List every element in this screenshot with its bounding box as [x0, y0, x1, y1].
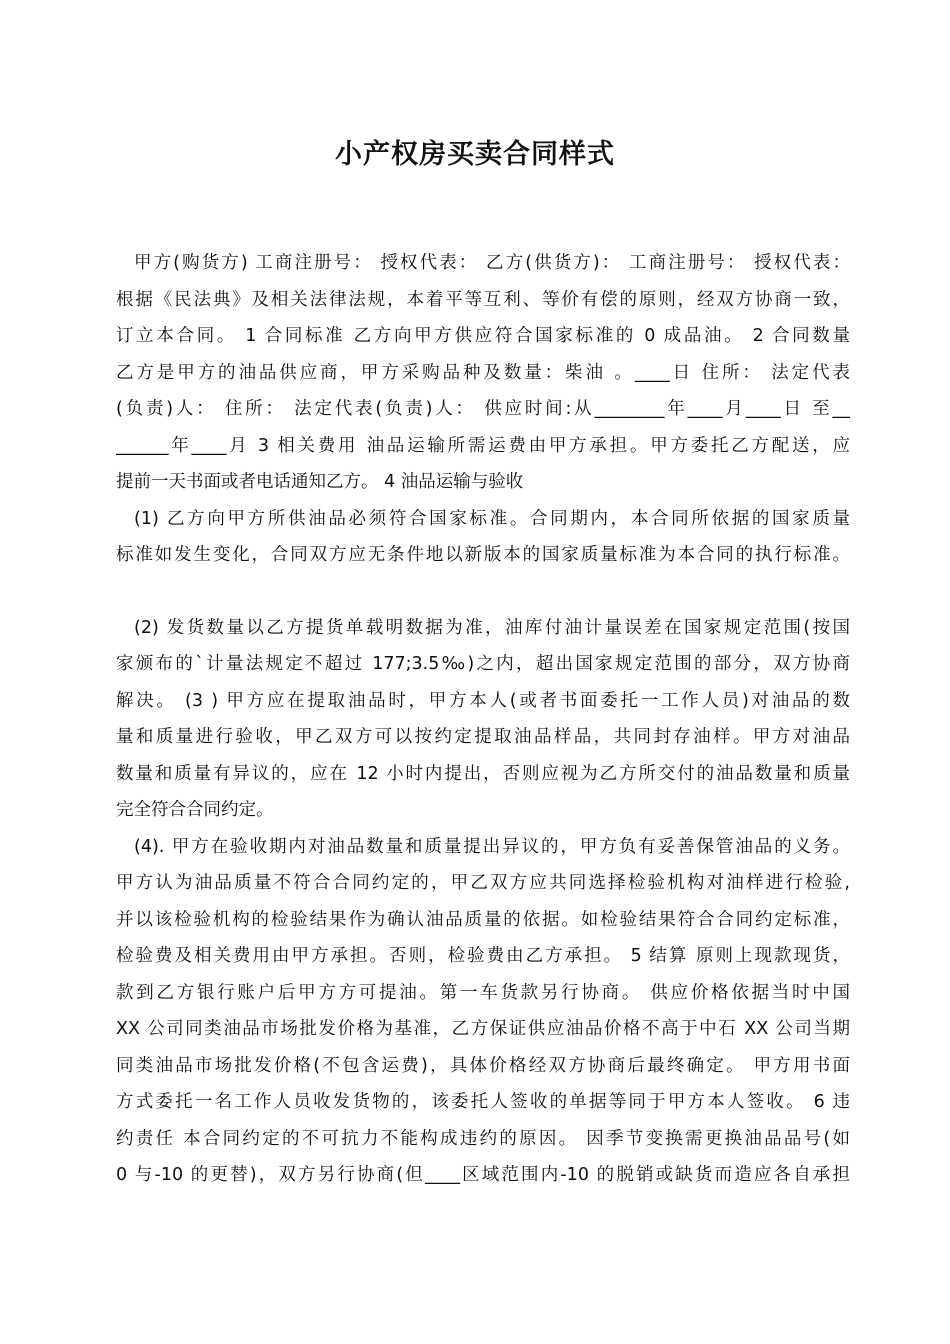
paragraph-line: 提前一天书面或者电话通知乙方。 4 油品运输与验收 [116, 472, 524, 492]
paragraph-line: 约责任 本合同约定的不可抗力不能构成违约的原因。 因季节变换需更换油品品号(如 [116, 1128, 850, 1149]
document-title: 小产权房买卖合同样式 [335, 139, 615, 170]
document-body [116, 248, 850, 1197]
paragraph-line: 根据《民法典》及相关法律法规，本着平等互利、等价有偿的原则，经双方协商一致， [116, 289, 850, 310]
paragraph-line: 标准如发生变化，合同双方应无条件地以新版本的国家质量标准为本合同的执行标准。 [116, 545, 850, 565]
paragraph-line: 甲方认为油品质量不符合合同约定的，甲乙双方应共同选择检验机构对油样进行检验, [116, 873, 850, 893]
paragraph-line: (负责)人： 住所： 法定代表(负责)人： 供应时间:从________年____月____日 至__ [116, 399, 850, 419]
paragraph-line: 完全符合合同约定。 [116, 800, 274, 820]
paragraph-line: 并以该检验机构的检验结果作为确认油品质量的依据。如检验结果符合合同约定标准， [116, 909, 850, 930]
paragraph-line: ______年____月 3 相关费用 油品运输所需运费由甲方承担。甲方委托乙方配送，应 [116, 435, 850, 456]
paragraph-line: 乙方是甲方的油品供应商，甲方采购品种及数量：柴油 。____日 住所： 法定代表 [116, 362, 850, 383]
paragraph-line: 数量和质量有异议的，应在 12 小时内提出，否则应视为乙方所交付的油品数量和质量 [116, 763, 850, 784]
paragraph-line: 量和质量进行验收，甲乙双方可以按约定提取油品样品，共同封存油样。甲方对油品 [116, 727, 850, 747]
paragraph-gap [116, 577, 850, 613]
paragraph-line: 订立本合同。 1 合同标准 乙方向甲方供应符合国家标准的 0 成品油。 2 合同数量 [116, 326, 850, 346]
paragraph-line: 方式委托一名工作人员收发货物的，该委托人签收的单据等同于甲方本人签收。 6 违 [116, 1092, 850, 1112]
paragraph-line: 款到乙方银行账户后甲方方可提油。第一车货款另行协商。 供应价格依据当时中国 [116, 982, 850, 1003]
paragraph-line: 解决。 (3 ) 甲方应在提取油品时，甲方本人(或者书面委托一工作人员)对油品的数 [116, 690, 850, 711]
paragraph-line: XX 公司同类油品市场批发价格为基准，乙方保证供应油品价格不高于中石 XX 公司当期 [116, 1019, 850, 1039]
paragraph-line: 检验费及相关费用由甲方承担。否则，检验费由乙方承担。 5 结算 原则上现款现货， [116, 946, 850, 966]
paragraph-line: (1) 乙方向甲方所供油品必须符合国家标准。合同期内，本合同所依据的国家质量 [134, 508, 850, 529]
paragraph-line: (4). 甲方在验收期内对油品数量和质量提出异议的，甲方负有妥善保管油品的义务。 [134, 836, 850, 857]
paragraph-line: 同类油品市场批发价格(不包含运费)，具体价格经双方协商后最终确定。 甲方用书面 [116, 1055, 850, 1076]
paragraph-line: 家颁布的`计量法规定不超过 177;3.5‰)之内，超出国家规定范围的部分，双方协商 [116, 654, 850, 674]
paragraph-line: 甲方(购货方) 工商注册号： 授权代表： 乙方(供货方)： 工商注册号： 授权代表： [134, 253, 850, 273]
paragraph-line: 0 与-10 的更替)，双方另行协商(但____区域范围内-10 的脱销或缺货而造应各自承担 [116, 1165, 850, 1185]
paragraph-line: (2) 发货数量以乙方提货单载明数据为准，油库付油计量误差在国家规定范围(按国 [134, 617, 850, 638]
